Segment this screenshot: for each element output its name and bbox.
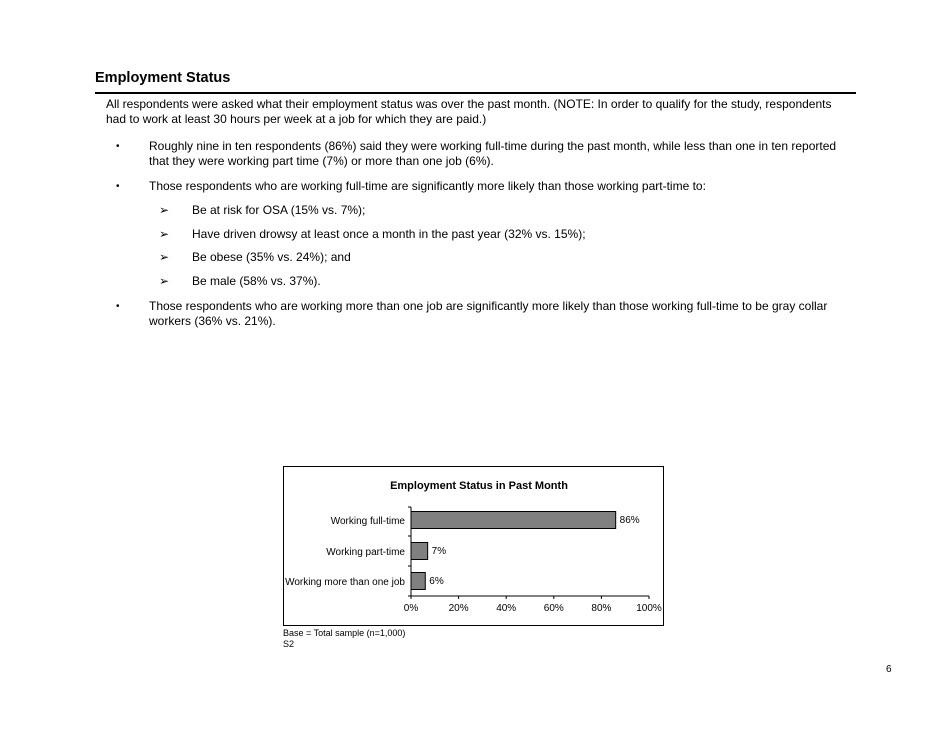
- bullet-dot-icon: •: [116, 181, 120, 192]
- bullet-item: [116, 179, 849, 194]
- sub-bullet-item: [159, 203, 832, 218]
- arrow-bullet-icon: ➢: [159, 274, 170, 288]
- x-tick-label: 40%: [496, 603, 517, 614]
- sub-bullet-text: Be male (58% vs. 37%).: [192, 274, 321, 288]
- data-label: 86%: [619, 515, 640, 526]
- bullet-text: Roughly nine in ten respondents (86%) said they were working full-time during the past month, while less than one in ten reported that they were working part time (7%) or more than one job (6%).: [149, 139, 837, 168]
- category-label: Working full-time: [330, 516, 405, 527]
- arrow-bullet-icon: ➢: [159, 250, 170, 264]
- page-heading: Employment Status: [95, 70, 231, 86]
- question-note: S2: [283, 639, 295, 649]
- data-label: 6%: [429, 576, 444, 587]
- bullet-item: [116, 139, 849, 169]
- employment-status-chart: [283, 466, 664, 626]
- bar-working-part-time: [411, 543, 428, 560]
- arrow-bullet-icon: ➢: [159, 203, 170, 217]
- bar-working-full-time: [411, 512, 616, 529]
- sub-bullet-text: Be obese (35% vs. 24%); and: [192, 250, 351, 264]
- arrow-bullet-icon: ➢: [159, 227, 170, 241]
- category-label: Working more than one job: [285, 577, 405, 588]
- sub-bullet-item: [159, 274, 832, 289]
- sub-bullet-text: Be at risk for OSA (15% vs. 7%);: [192, 203, 366, 217]
- x-tick-label: 20%: [448, 603, 469, 614]
- heading-rule: [95, 92, 856, 94]
- sub-bullet-item: [159, 227, 832, 242]
- page-number: 6: [886, 664, 892, 675]
- sub-bullet-item: [159, 250, 832, 265]
- bar-working-more-than-one-job: [411, 573, 425, 590]
- bullet-item: [116, 299, 849, 329]
- data-label: 7%: [431, 546, 447, 557]
- chart-canvas: [284, 467, 663, 625]
- category-label: Working part-time: [326, 547, 405, 558]
- bullet-dot-icon: •: [116, 141, 120, 152]
- sub-bullet-text: Have driven drowsy at least once a month in the past year (32% vs. 15%);: [192, 227, 586, 241]
- intro-paragraph: All respondents were asked what their employment status was over the past month. (NOTE: In order to qualify for the study, respondents had to work at least 30 hours per week at a job for which they are paid.): [106, 97, 832, 126]
- bullet-dot-icon: •: [116, 301, 120, 312]
- x-tick-label: 0%: [403, 603, 419, 614]
- bullet-text: Those respondents who are working more than one job are significantly more likely than those working full-time to be gray collar workers (36% vs. 21%).: [149, 299, 828, 328]
- x-tick-label: 80%: [591, 603, 612, 614]
- x-tick-label: 60%: [543, 603, 564, 614]
- chart-title: Employment Status in Past Month: [390, 480, 568, 492]
- base-note: Base = Total sample (n=1,000): [283, 628, 406, 638]
- x-tick-label: 100%: [636, 603, 662, 614]
- bullet-text: Those respondents who are working full-time are significantly more likely than those working part-time to:: [149, 179, 706, 193]
